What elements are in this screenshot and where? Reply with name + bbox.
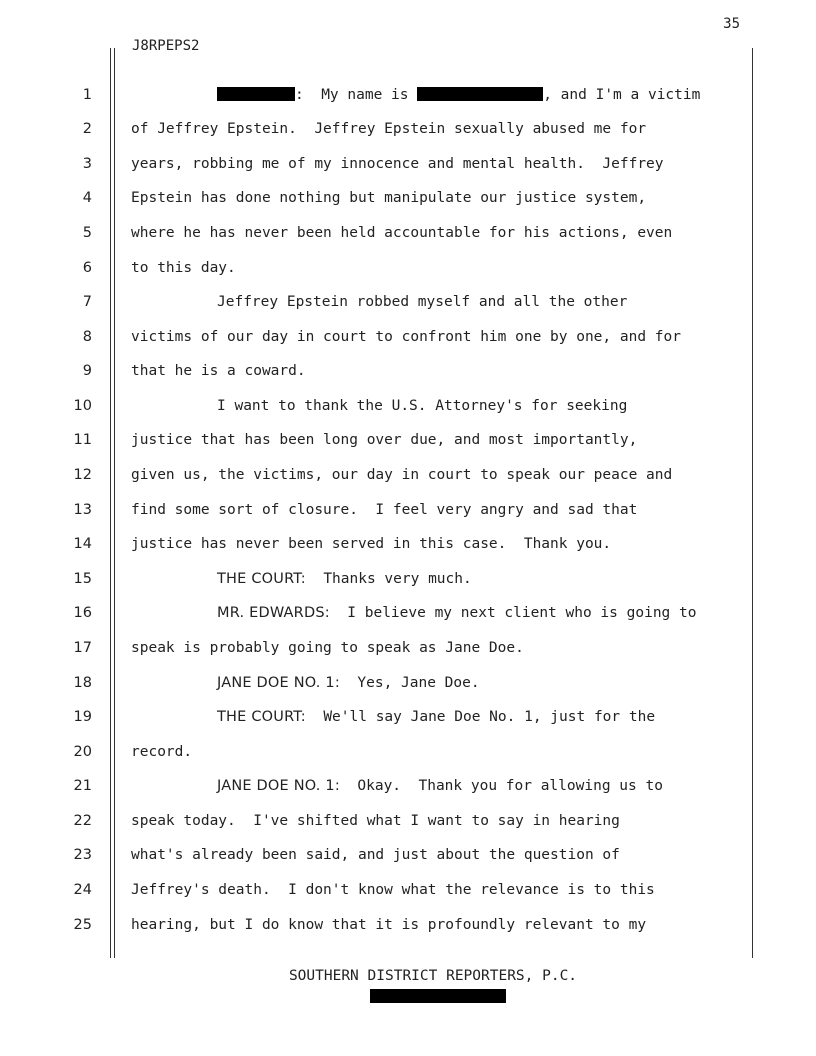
speaker-label: JANE DOE NO. 1: <box>217 778 340 794</box>
line-number: 15 <box>73 571 92 587</box>
line-number: 24 <box>73 882 92 898</box>
line-number: 11 <box>73 432 92 448</box>
redaction-block <box>217 87 295 101</box>
transcript-line <box>0 705 816 729</box>
transcript-line <box>0 152 816 176</box>
line-number: 19 <box>73 709 92 725</box>
line-number: 1 <box>82 87 92 103</box>
line-text: victims of our day in court to confront him one by one, and for <box>131 329 681 345</box>
line-text: what's already been said, and just about the question of <box>131 847 620 863</box>
line-text: record. <box>131 744 193 760</box>
line-text-segment: : My name is <box>295 87 418 103</box>
line-number: 25 <box>73 917 92 933</box>
transcript-line <box>0 913 816 937</box>
transcript-line <box>0 463 816 487</box>
transcript-line <box>0 740 816 764</box>
line-text: hearing, but I do know that it is profoundly relevant to my <box>131 917 647 933</box>
line-number: 9 <box>82 363 92 379</box>
transcript-line <box>0 601 816 625</box>
line-text-segment: , and I'm a victim <box>543 87 701 103</box>
line-number: 7 <box>82 294 92 310</box>
line-number: 5 <box>82 225 92 241</box>
line-text <box>131 705 655 729</box>
transcript-line <box>0 809 816 833</box>
line-text: justice that has been long over due, and most importantly, <box>131 432 638 448</box>
case-id: J8RPEPS2 <box>132 38 200 54</box>
line-number: 13 <box>73 502 92 518</box>
line-text-segment: Yes, Jane Doe. <box>339 675 480 691</box>
line-text: speak is probably going to speak as Jane Doe. <box>131 640 524 656</box>
line-text: that he is a coward. <box>131 363 306 379</box>
line-text-segment: Okay. Thank you for allowing us to <box>339 778 663 794</box>
transcript-line <box>0 117 816 141</box>
line-text: to this day. <box>131 260 236 276</box>
line-number: 8 <box>82 329 92 345</box>
line-text: find some sort of closure. I feel very angry and sad that <box>131 502 638 518</box>
line-text: justice has never been served in this case. Thank you. <box>131 536 612 552</box>
line-text: of Jeffrey Epstein. Jeffrey Epstein sexually abused me for <box>131 121 647 137</box>
line-number: 6 <box>82 260 92 276</box>
line-number: 21 <box>73 778 92 794</box>
transcript-line <box>0 774 816 798</box>
line-text: Jeffrey Epstein robbed myself and all the other <box>217 294 628 310</box>
footer-reporter: SOUTHERN DISTRICT REPORTERS, P.C. <box>288 968 578 984</box>
line-number: 17 <box>73 640 92 656</box>
line-text-segment: Thanks very much. <box>305 571 472 587</box>
line-text: Jeffrey's death. I don't know what the relevance is to this <box>131 882 655 898</box>
line-number: 14 <box>73 536 92 552</box>
transcript-line <box>0 636 816 660</box>
page-number: 35 <box>723 16 740 32</box>
line-number: 16 <box>73 605 92 621</box>
line-number: 2 <box>82 121 92 137</box>
line-text: speak today. I've shifted what I want to say in hearing <box>131 813 620 829</box>
line-number: 4 <box>82 190 92 206</box>
line-text-segment: I believe my next client who is going to <box>329 605 697 621</box>
speaker-label: MR. EDWARDS: <box>217 605 330 621</box>
line-text <box>131 601 696 625</box>
transcript-line <box>0 83 816 107</box>
transcript-line <box>0 532 816 556</box>
line-number: 20 <box>73 744 92 760</box>
transcript-line <box>0 394 816 418</box>
transcript-line <box>0 843 816 867</box>
transcript-line <box>0 878 816 902</box>
line-text: years, robbing me of my innocence and mental health. Jeffrey <box>131 156 664 172</box>
line-number: 3 <box>82 156 92 172</box>
line-number: 22 <box>73 813 92 829</box>
line-text <box>131 567 472 591</box>
transcript-line <box>0 428 816 452</box>
transcript-line <box>0 567 816 591</box>
line-text <box>131 774 663 798</box>
line-text-segment: We'll say Jane Doe No. 1, just for the <box>305 709 656 725</box>
transcript-line <box>0 498 816 522</box>
transcript-line <box>0 221 816 245</box>
speaker-label: THE COURT: <box>217 709 306 725</box>
transcript-line <box>0 325 816 349</box>
line-text: where he has never been held accountable for his actions, even <box>131 225 673 241</box>
transcript-line <box>0 186 816 210</box>
line-text <box>131 671 480 695</box>
line-text: Epstein has done nothing but manipulate our justice system, <box>131 190 647 206</box>
line-number: 12 <box>73 467 92 483</box>
line-text: I want to thank the U.S. Attorney's for seeking <box>217 398 628 414</box>
transcript-line <box>0 290 816 314</box>
line-number: 23 <box>73 847 92 863</box>
line-number: 18 <box>73 675 92 691</box>
redaction-block <box>417 87 543 101</box>
transcript-line <box>0 671 816 695</box>
transcript-line <box>0 359 816 383</box>
footer-redaction-block <box>370 989 506 1003</box>
speaker-label: THE COURT: <box>217 571 306 587</box>
transcript-line <box>0 256 816 280</box>
line-text <box>131 83 700 107</box>
speaker-label: JANE DOE NO. 1: <box>217 675 340 691</box>
line-number: 10 <box>73 398 92 414</box>
line-text: given us, the victims, our day in court to speak our peace and <box>131 467 673 483</box>
